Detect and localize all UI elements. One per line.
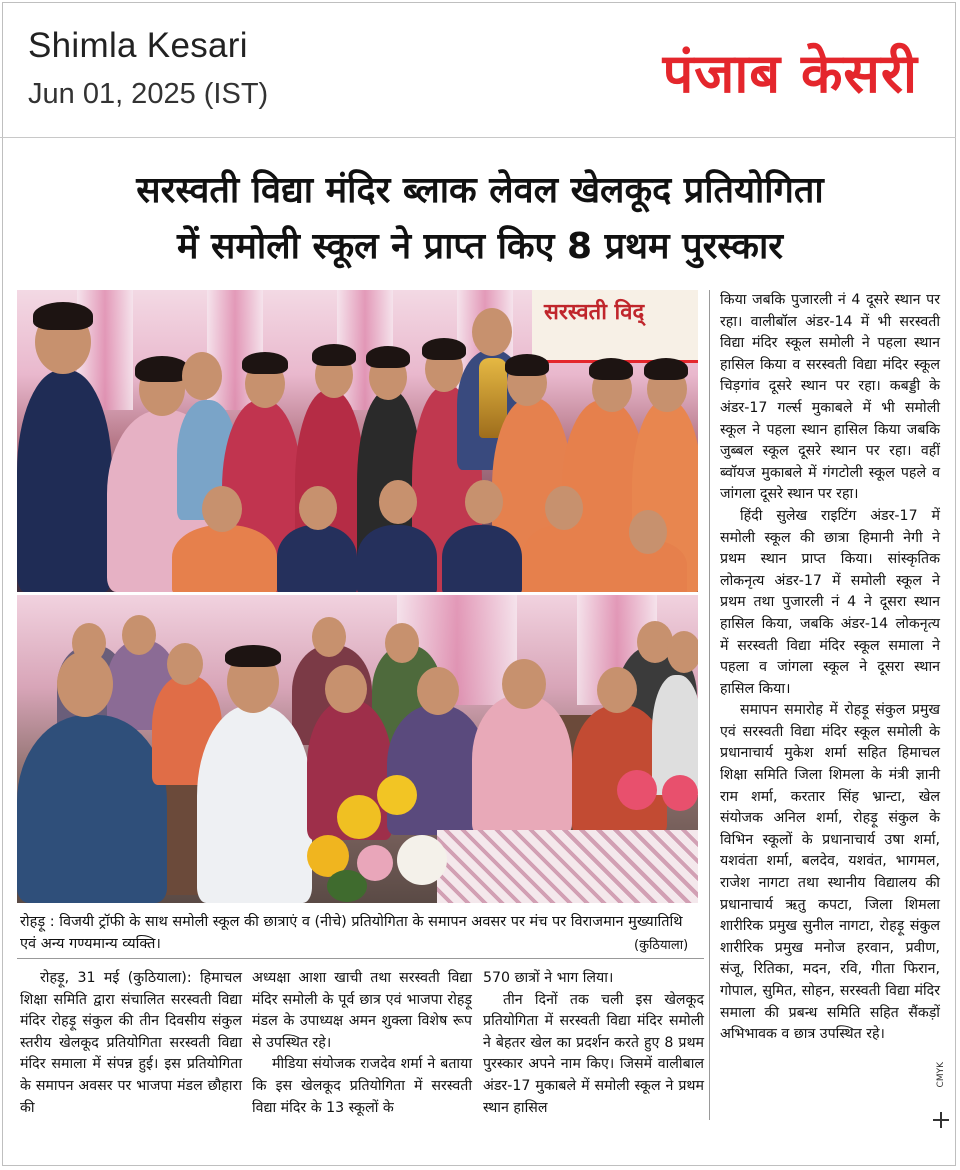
article-column-1: [20, 968, 242, 1119]
article-headline: [22, 163, 938, 275]
paragraph: रोहड़ू, 31 मई (कुठियाला): हिमाचल शिक्षा समिति द्वारा संचालित सरस्वती विद्या मंदिर रोहड़ू संकुल की तीन दिवसीय संकुल स्तरीय खेलकूद प्रतियोगिता सरस्वती विद्या मंदिर समाला में संपन्न हुई। इस प्रतियोगिता के समापन अवसर पर भाजपा मंडल छौहारा की: [20, 970, 242, 1116]
paragraph: हिंदी सुलेख राइटिंग अंडर-17 में समोली स्कूल की छात्रा हिमानी नेगी ने प्रथम स्थान प्राप्त किया। सांस्कृतिक लोकनृत्य अंडर-17 में समोली स्कूल ने प्रथम तथा पुजारली नं 4 ने दूसरा स्थान हासिल किया, जबकि अंडर-14 लोकनृत्य में सरस्वती विद्या मंदिर स्कूल समाला ने पहला व जांगला स्कूल ने दूसरा स्थान हासिल किया।: [720, 507, 940, 697]
registration-mark-icon: [933, 1112, 949, 1128]
paragraph: मीडिया संयोजक राजदेव शर्मा ने बताया कि इस खेलकूद प्रतियोगिता में सरस्वती विद्या मंदिर के 13 स्कूलों के: [252, 1056, 472, 1116]
photo-credit: (कुठियाला): [634, 938, 689, 953]
article-column-right: [720, 290, 940, 1046]
paragraph: 570 छात्रों ने भाग लिया।: [483, 970, 614, 986]
newspaper-logo: पंजाब केसरी: [662, 42, 918, 105]
event-banner: [532, 290, 698, 363]
cmyk-print-mark: [934, 1062, 948, 1087]
edition-name: Shimla Kesari: [28, 26, 248, 65]
event-banner-text: सरस्वती विद्: [544, 300, 645, 325]
paragraph: किया जबकि पुजारली नं 4 दूसरे स्थान पर रहा। वालीबॉल अंडर-14 में भी सरस्वती विद्या मंदिर स्कूल समोली ने पहला स्थान हासिल किया व सरस्वती विद्या मंदिर स्कूल चिड़गांव दूसरे स्थान पर रहा। कबड्डी के अंडर-17 गर्ल्स मुकाबले में भी समोली स्कूल ने पहला स्थान हासिल किया जबकि जुब्बल स्कूल दूसरे स्थान पर रहा। वहीं ब्वॉयज मुकाबले में गंगटोली स्कूल पहले व जांगला दूसरे स्थान पर रहा।: [720, 292, 940, 503]
headline-line-1: सरस्वती विद्या मंदिर ब्लाक लेवल खेलकूद प्रतियोगिता: [136, 170, 824, 211]
masthead: [0, 0, 956, 138]
column-divider: [709, 290, 710, 1120]
photo-students-with-trophy: [17, 290, 698, 592]
flower-bouquet: [297, 775, 477, 903]
cmyk-label: CMYK: [936, 1062, 946, 1088]
paragraph: तीन दिनों तक चली इस खेलकूद प्रतियोगिता में सरस्वती विद्या मंदिर समोली ने बेहतर खेल का प्रदर्शन करते हुए 8 प्रथम पुरस्कार अपने नाम किए। जिसमें वालीबाल अंडर-17 मुकाबले में समोली स्कूल ने प्रथम स्थान हासिल: [483, 991, 704, 1116]
paragraph: अध्यक्षा आशा खाची तथा सरस्वती विद्या मंदिर समोली के पूर्व छात्र एवं भाजपा रोहड़ू मंडल के उपाध्यक्ष अमन शुक्ला विशेष रूप से उपस्थित रहे।: [252, 970, 472, 1051]
paragraph: समापन समारोह में रोहड़ू संकुल प्रमुख एवं सरस्वती विद्या मंदिर स्कूल समोली के प्रधानाचार्य मुकेश शर्मा सहित हिमाचल शिक्षा समिति जिला शिमला के मंत्री ज्ञानी राम शर्मा, करतार सिंह भ्रान्टा, खेल संयोजक अनिल शर्मा, रोहड़ू संकुल के विभिन स्कूलों के प्रधानाचार्य उषा शर्मा, यशवंता शर्मा, बलदेव, यशवंत, भागमल, राजेश नागटा तथा स्थानीय विद्यालय की प्रधानाचार्य ऋतु कपटा, जिला शिमला शारीरिक प्रमुख सुनील नागटा, रोहड़ू संकुल शारीरिक प्रमुख मनोज हरवान, प्रवीण, संजू, रितिका, मदन, रवि, गीता फिरान, गोपाल, सुमित, सोहन, सरस्वती विद्या मंदिर समाला की प्रबन्ध समिति सहित सैंकड़ों अभिभावक व छात्र उपस्थित रहे।: [720, 702, 940, 1043]
photo-dignitaries-on-stage: [17, 595, 698, 903]
article-column-2: [252, 968, 472, 1119]
caption-divider: [17, 958, 704, 959]
headline-line-2: में समोली स्कूल ने प्राप्त किए 8 प्रथम पुरस्कार: [177, 226, 783, 267]
photo-caption: रोहड़ू : विजयी ट्रॉफी के साथ समोली स्कूल की छात्राएं व (नीचे) प्रतियोगिता के समापन अवसर पर मंच पर विराजमान मुख्यातिथि एवं अन्य गण्यमान्य व्यक्ति।: [20, 914, 683, 952]
publication-date: Jun 01, 2025 (IST): [28, 78, 269, 110]
article-column-3: [483, 968, 704, 1119]
